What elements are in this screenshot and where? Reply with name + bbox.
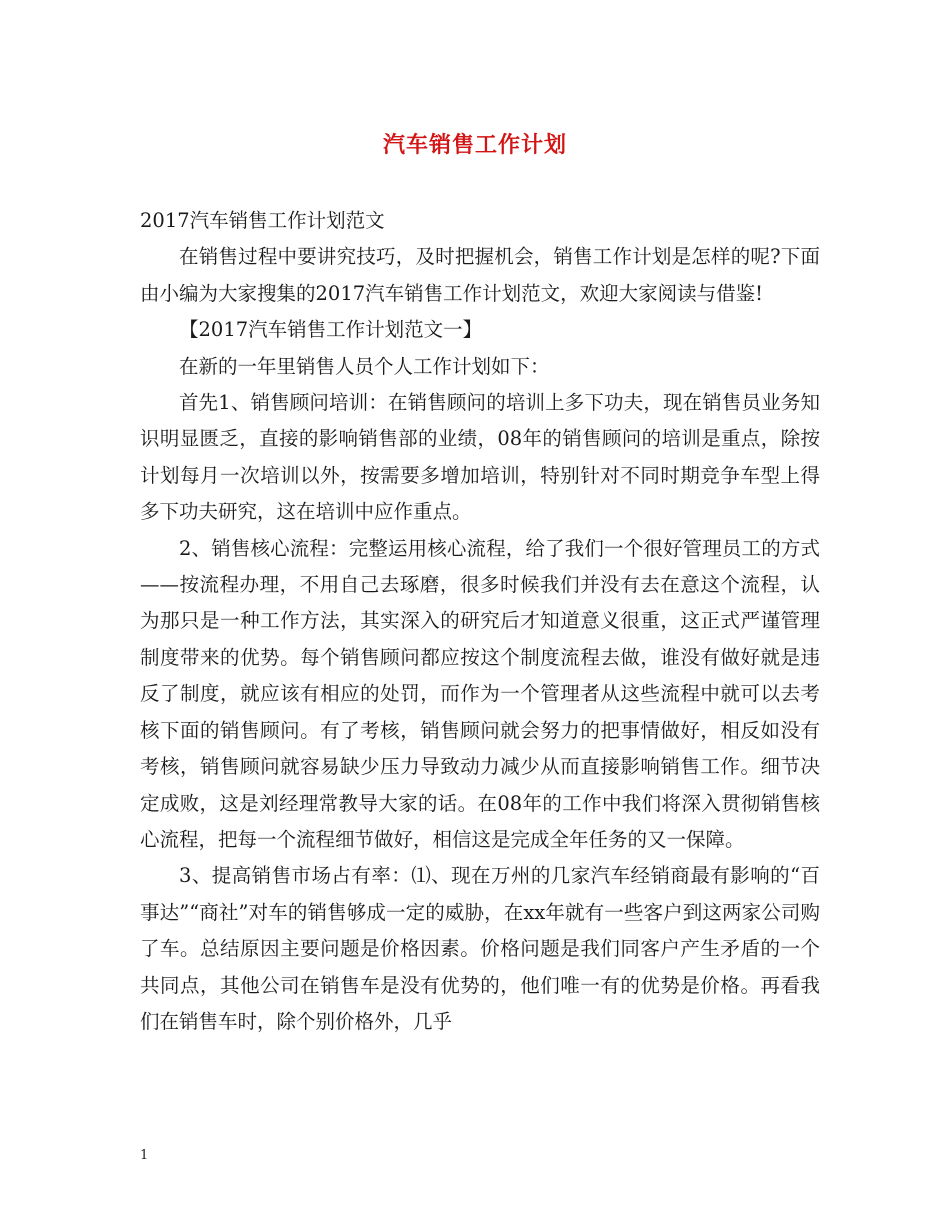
subtitle: 2017汽车销售工作计划范文 (140, 209, 385, 232)
paragraph-item-1: 首先1、销售顾问培训：在销售顾问的培训上多下功夫，现在销售员业务知识明显匮乏，直接的影响销售部的业绩，08年的销售顾问的培训是重点，除按计划每月一次培训以外，按需要多增加培训，特别针对不同时期竞争车型上得多下功夫研究，这在培训中应作重点。 (140, 391, 820, 524)
document-body (140, 203, 820, 1040)
paragraph-plan-intro: 在新的一年里销售人员个人工作计划如下： (179, 354, 550, 378)
page-number: 1 (140, 1148, 149, 1163)
section-heading: 【2017汽车销售工作计划范文一】 (179, 318, 483, 342)
paragraph-item-3: 3、提高销售市场占有率：⑴、现在万州的几家汽车经销商最有影响的“百事达”“商社”对车的销售够成一定的威胁，在xx年就有一些客户到这两家公司购了车。总结原因主要问题是价格因素。价格问题是我们同客户产生矛盾的一个共同点，其他公司在销售车是没有优势的，他们唯一有的优势是价格。再看我们在销售车时，除个别价格外，几乎 (140, 864, 820, 1033)
document-title: 汽车销售工作计划 (382, 133, 567, 158)
paragraph-item-2: 2、销售核心流程：完整运用核心流程，给了我们一个很好管理员工的方式——按流程办理，不用自己去琢磨，很多时候我们并没有去在意这个流程，认为那只是一种工作方法，其实深入的研究后才知道意义很重，这正式严谨管理制度带来的优势。每个销售顾问都应按这个制度流程去做，谁没有做好就是违反了制度，就应该有相应的处罚，而作为一个管理者从这些流程中就可以去考核下面的销售顾问。有了考核，销售顾问就会努力的把事情做好，相反如没有考核，销售顾问就容易缺少压力导致动力减少从而直接影响销售工作。细节决定成败，这是刘经理常教导大家的话。在08年的工作中我们将深入贯彻销售核心流程，把每一个流程细节做好，相信这是完成全年任务的又一保障。 (140, 536, 820, 851)
paragraph-intro: 在销售过程中要讲究技巧，及时把握机会，销售工作计划是怎样的呢?下面由小编为大家搜集的2017汽车销售工作计划范文，欢迎大家阅读与借鉴! (140, 245, 820, 305)
